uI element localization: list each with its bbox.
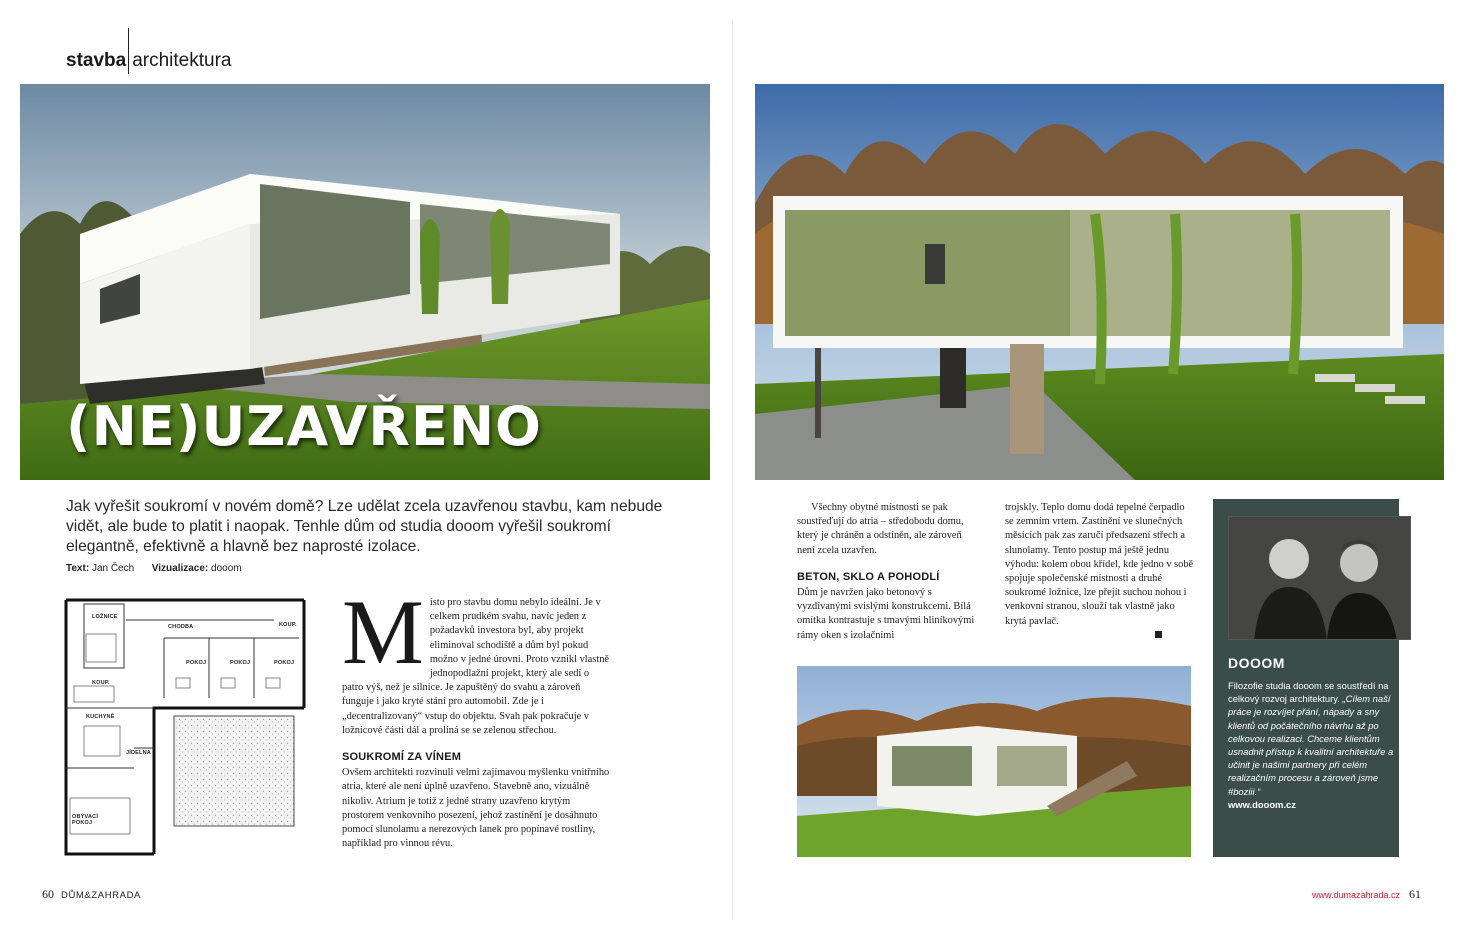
- plan-label: KOUP.: [279, 622, 297, 628]
- article-paragraph: Všechny obytné místnosti se pak soustřeďují do atria – středobodu domu, který je chráněn a odstíněn, ale zároveň není zcela uzavřen.: [797, 502, 964, 556]
- plan-label: JÍDELNA: [126, 750, 151, 756]
- architects-portrait-photo: [1228, 516, 1411, 640]
- plan-label: KOUP.: [92, 680, 110, 686]
- page-spread-divider: [732, 20, 733, 920]
- plan-label: KUCHYNĚ: [86, 714, 115, 720]
- plan-label: LOŽNICE: [92, 614, 118, 620]
- studio-website-link[interactable]: www.dooom.cz: [1228, 798, 1296, 810]
- subsection-label: architektura: [132, 50, 232, 71]
- credits-author: Jan Čech: [91, 563, 135, 574]
- article-column-right-2: [1005, 501, 1195, 643]
- article-lead: Jak vyřešit soukromí v novém domě? Lze udělat zcela uzavřenou stavbu, kam nebude vidět, ale bude to platit i naopak. Tenhle dům od studia dooom vyřešil soukromí elegantně, efektivně a hlavně bez naprosté izolace.: [66, 498, 663, 555]
- article-subhead: BETON, SKLO A POHODLÍ: [797, 570, 940, 583]
- section-header: [66, 44, 231, 72]
- article-end-mark: [1155, 631, 1162, 638]
- magazine-name: DŮM&ZAHRADA: [61, 890, 141, 901]
- floor-plan: [64, 598, 308, 856]
- footer-left: [42, 887, 141, 902]
- article-paragraph: Ovšem architekti rozvinuli velmi zajímavou myšlenku vnitřního atria, které ale není úplně uzavřeno. Stavebně ano, vizuálně nikoliv. Atrium je totiž z jedné strany uzavřeno krytým prostorem venkovního posezení, jehož zastínění je dosáhnuto pomocí slunolamu a nerezových lanek pro popínavé rostliny, například pro vinnou révu.: [342, 767, 610, 850]
- article-paragraph: ísto pro stavbu domu nebylo ideální. Je v celkem prudkém svahu, navíc jeden z požadavků investora byl, aby projekt eliminoval schodiště a dům byl pokud možno v jedné úrovni. Proto vznikl vlastně jednopodlažní projekt, který ale sedí o patro výš, než je silnice. Je zapuštěný do svahu a zároveň funguje i jako kryté stání pro automobil. Zde je i „decentralizovaný“ vstup do objektu. Svah pak pokračuje v ložnicové části dál a prolíná se se zelenou střechou.: [342, 597, 610, 736]
- plan-label: OBÝVACÍ POKOJ: [72, 814, 99, 826]
- sidebar-title: DOOOM: [1228, 655, 1285, 671]
- article-subhead: SOUKROMÍ ZA VÍNEM: [342, 751, 462, 764]
- footer-right: [1312, 887, 1421, 902]
- page-number-right: 61: [1409, 887, 1421, 901]
- article-column-left: [342, 581, 612, 851]
- dropcap: M: [342, 581, 424, 683]
- article-column-right-1: [797, 501, 982, 643]
- house-front-photo: [755, 84, 1444, 480]
- article-credits: [66, 563, 242, 574]
- credits-viz-author: dooom: [211, 563, 242, 574]
- article-paragraph: Dům je navržen jako betonový s vyzdívanými svislými konstrukcemi. Bílá omítka kontrastuje s tmavými hliníkovými rámy oken s izolačními: [797, 587, 975, 641]
- section-label: stavba: [66, 50, 127, 71]
- article-headline: (NE)UZAVŘENO: [66, 395, 542, 458]
- sidebar-intro: Filozofie studia dooom se soustředí na celkový rozvoj architektury.: [1228, 680, 1389, 705]
- plan-label: POKOJ: [274, 660, 295, 666]
- magazine-website-link[interactable]: www.dumazahrada.cz: [1311, 890, 1400, 900]
- sidebar-text: [1228, 679, 1398, 811]
- plan-label: CHODBA: [168, 624, 194, 630]
- header-divider: [128, 28, 129, 74]
- article-paragraph: trojskly. Teplo domu dodá tepelné čerpadlo se zemním vrtem. Zastínění ve slunečných měsících pak zas zaručí předsazení střech a slunolamy. Tento postup má ještě jednu výhodu: kolem obou křídel, kde jedno v sobě spojuje společenské místnosti a druhé soukromé ložnice, lze přejít suchou nohou i venkovní stranou, slouží tak vlastně jako krytá pavlač.: [1005, 502, 1194, 627]
- plan-label: POKOJ: [186, 660, 207, 666]
- credits-viz-label: Vizualizace:: [151, 563, 209, 574]
- house-side-photo: [797, 666, 1191, 857]
- plan-label: POKOJ: [230, 660, 251, 666]
- credits-text-label: Text:: [66, 563, 90, 574]
- page-number-left: 60: [42, 887, 54, 901]
- sidebar-quote: „Cílem naší práce je rozvíjet přání, nápady a sny klientů od počátečního návrhu až po celkovou realizaci. Chceme klientům usnadnit přístup k kvalitní architektuře a učinit je našimi partnery při celém realizačním procesu a zároveň jsme #boziii.“: [1228, 693, 1394, 797]
